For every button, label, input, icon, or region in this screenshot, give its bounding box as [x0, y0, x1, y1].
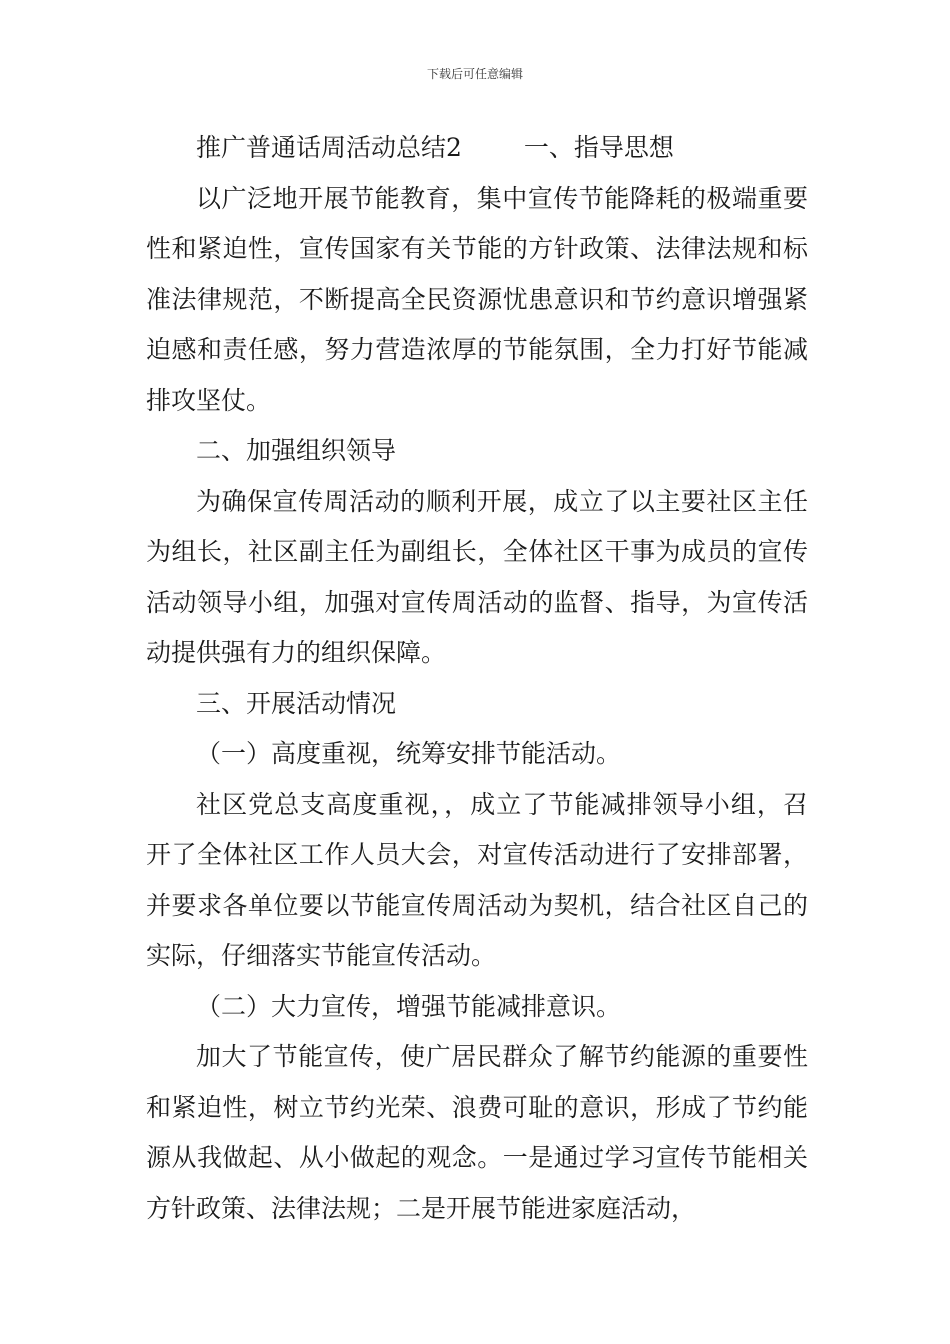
subsection-2-heading: （二）大力宣传，增强节能减排意识。	[196, 991, 622, 1021]
section-3-heading: 三、开展活动情况	[196, 688, 397, 718]
document-body	[146, 123, 808, 1234]
header-note: 下载后可任意编辑	[426, 67, 523, 81]
subsection-2-paragraph: 加大了节能宣传，使广居民群众了解节约能源的重要性和紧迫性，树立节约光荣、浪费可耻的意识，形成了节约能源从我做起、从小做起的观念。一是通过学习宣传节能相关方针政策、法律法规；二是开展节能进家庭活动，	[146, 1042, 808, 1223]
subsection-1-heading: （一）高度重视，统筹安排节能活动。	[196, 739, 622, 768]
title-line	[146, 123, 808, 174]
document-title: 推广普通话周活动总结2	[196, 133, 462, 162]
section-1-paragraph: 以广泛地开展节能教育，集中宣传节能降耗的极端重要性和紧迫性，宣传国家有关节能的方针政策、法律法规和标准法律规范，不断提高全民资源忧患意识和节约意识增强紧迫感和责任感，努力营造浓厚的节能氛围，全力打好节能减排攻坚仗。	[146, 183, 808, 415]
section-2-paragraph: 为确保宣传周活动的顺利开展，成立了以主要社区主任为组长，社区副主任为副组长，全体社区干事为成员的宣传活动领导小组，加强对宣传周活动的监督、指导，为宣传活动提供强有力的组织保障。	[146, 486, 808, 667]
section-1-heading: 一、指导思想	[523, 133, 674, 162]
section-2-heading: 二、加强组织领导	[196, 436, 397, 465]
subsection-1-paragraph: 社区党总支高度重视，，成立了节能减排领导小组，召开了全体社区工作人员大会，对宣传活动进行了安排部署，并要求各单位要以节能宣传周活动为契机，结合社区自己的实际，仔细落实节能宣传活动。	[146, 789, 808, 970]
